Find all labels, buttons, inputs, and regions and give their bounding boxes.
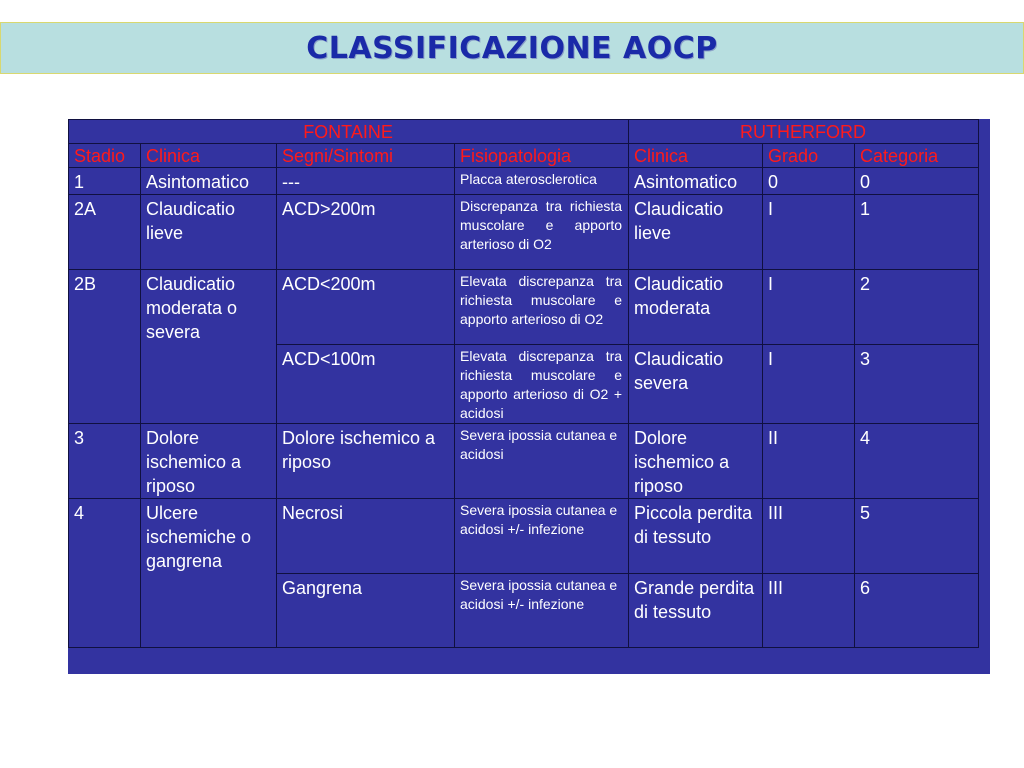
cell-segni: ACD<100m [277,345,455,424]
cell-rutherford-clinica: Dolore ischemico a riposo [629,424,763,499]
title-bar [0,22,1024,74]
cell-segni: ACD>200m [277,195,455,270]
cell-fisiopatologia: Elevata discrepanza tra richiesta muscolare e apporto arterioso di O2 + acidosi [455,345,629,424]
cell-grado: I [763,195,855,270]
group-header-rutherford: RUTHERFORD [629,120,979,144]
page-title: CLASSIFICAZIONE AOCP [306,30,718,66]
classification-table [68,119,979,648]
cell-rutherford-clinica: Grande perdita di tessuto [629,574,763,648]
cell-categoria: 4 [855,424,979,499]
cell-categoria: 0 [855,168,979,195]
cell-rutherford-clinica: Claudicatio moderata [629,270,763,345]
cell-grado: I [763,345,855,424]
cell-stadio: 2A [69,195,141,270]
table-row [69,499,979,574]
cell-categoria: 1 [855,195,979,270]
cell-categoria: 2 [855,270,979,345]
header-segni-sintomi: Segni/Sintomi [277,144,455,168]
cell-categoria: 6 [855,574,979,648]
cell-clinica: Dolore ischemico a riposo [141,424,277,499]
column-header-row [69,144,979,168]
cell-clinica: Claudicatio lieve [141,195,277,270]
cell-segni: Dolore ischemico a riposo [277,424,455,499]
table-row [69,270,979,345]
table-row [69,195,979,270]
header-stadio: Stadio [69,144,141,168]
cell-segni: --- [277,168,455,195]
group-header-row [69,120,979,144]
cell-categoria: 3 [855,345,979,424]
table-row [69,168,979,195]
cell-clinica: Ulcere ischemiche o gangrena [141,499,277,648]
cell-fisiopatologia: Elevata discrepanza tra richiesta muscolare e apporto arterioso di O2 [455,270,629,345]
cell-clinica: Claudicatio moderata o severa [141,270,277,424]
cell-fisiopatologia: Discrepanza tra richiesta muscolare e apporto arterioso di O2 [455,195,629,270]
cell-grado: 0 [763,168,855,195]
cell-clinica: Asintomatico [141,168,277,195]
header-rutherford-clinica: Clinica [629,144,763,168]
cell-grado: II [763,424,855,499]
cell-fisiopatologia: Placca aterosclerotica [455,168,629,195]
header-categoria: Categoria [855,144,979,168]
header-fisiopatologia: Fisiopatologia [455,144,629,168]
cell-grado: III [763,574,855,648]
cell-stadio: 1 [69,168,141,195]
group-header-fontaine: FONTAINE [69,120,629,144]
cell-grado: III [763,499,855,574]
cell-rutherford-clinica: Piccola perdita di tessuto [629,499,763,574]
cell-rutherford-clinica: Asintomatico [629,168,763,195]
header-clinica: Clinica [141,144,277,168]
cell-stadio: 4 [69,499,141,648]
cell-categoria: 5 [855,499,979,574]
header-grado: Grado [763,144,855,168]
cell-segni: ACD<200m [277,270,455,345]
cell-grado: I [763,270,855,345]
cell-segni: Necrosi [277,499,455,574]
cell-fisiopatologia: Severa ipossia cutanea e acidosi [455,424,629,499]
cell-stadio: 2B [69,270,141,424]
cell-rutherford-clinica: Claudicatio severa [629,345,763,424]
cell-fisiopatologia: Severa ipossia cutanea e acidosi +/- infezione [455,574,629,648]
cell-fisiopatologia: Severa ipossia cutanea e acidosi +/- infezione [455,499,629,574]
cell-segni: Gangrena [277,574,455,648]
cell-rutherford-clinica: Claudicatio lieve [629,195,763,270]
table-panel [68,119,990,674]
cell-stadio: 3 [69,424,141,499]
table-row [69,424,979,499]
